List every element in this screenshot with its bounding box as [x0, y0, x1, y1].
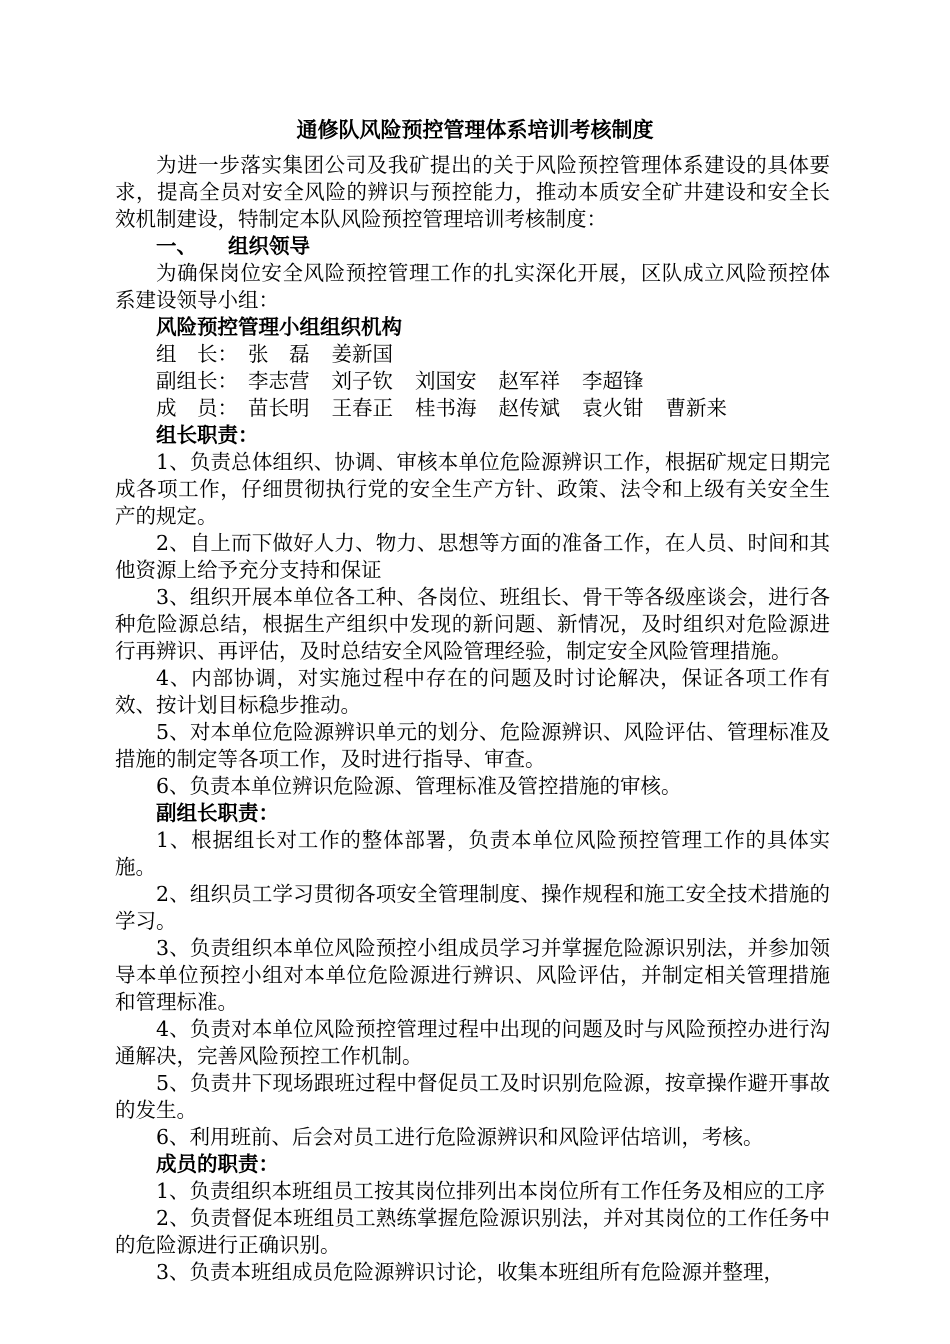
- leader-duty-item: 5、对本单位危险源辨识单元的划分、危险源辨识、风险评估、管理标准及措施的制定等各项工作，及时进行指导、审查。: [115, 720, 830, 771]
- leader-label: 组 长：: [156, 342, 238, 366]
- leader-duty-item: 4、内部协调，对实施过程中存在的问题及时讨论解决，保证各项工作有效、按计划目标稳步推动。: [115, 666, 830, 717]
- leader-duty-item: 3、组织开展本单位各工种、各岗位、班组长、骨干等各级座谈会，进行各种危险源总结，根据生产组织中发现的新问题、新情况，及时组织对危险源进行再辨识、再评估，及时总结安全风险管理经验，制定安全风险管理措施。: [115, 585, 830, 663]
- member-duties-heading: 成员的职责：: [156, 1152, 279, 1176]
- deputy-duties-heading: 副组长职责：: [156, 801, 279, 825]
- deputy-label: 副组长：: [156, 369, 238, 393]
- deputy-name: 刘子钦: [331, 369, 393, 393]
- deputy-name: 刘国安: [415, 369, 477, 393]
- leader-row: [115, 341, 830, 368]
- intro-paragraph: 为进一步落实集团公司及我矿提出的关于风险预控管理体系建设的具体要求，提高全员对安全风险的辨识与预控能力，推动本质安全矿井建设和安全长效机制建设，特制定本队风险预控管理培训考核制度：: [115, 153, 830, 231]
- leader-name: 张 磊: [248, 342, 310, 366]
- leader-duty-item: 1、负责总体组织、协调、审核本单位危险源辨识工作，根据矿规定日期完成各项工作，仔细贯彻执行党的安全生产方针、政策、法令和上级有关安全生产的规定。: [115, 450, 830, 528]
- deputy-duty-item: 1、根据组长对工作的整体部署，负责本单位风险预控管理工作的具体实施。: [115, 828, 830, 879]
- org-heading: 风险预控管理小组组织机构: [156, 315, 402, 339]
- deputy-duty-item: 4、负责对本单位风险预控管理过程中出现的问题及时与风险预控办进行沟通解决，完善风险预控工作机制。: [115, 1017, 830, 1068]
- member-row: [115, 395, 830, 422]
- member-name: 袁火钳: [582, 396, 644, 420]
- member-name: 苗长明: [248, 396, 310, 420]
- member-name: 桂书海: [415, 396, 477, 420]
- deputy-duty-item: 3、负责组织本单位风险预控小组成员学习并掌握危险源识别法，并参加领导本单位预控小组对本单位危险源进行辨识、风险评估，并制定相关管理措施和管理标准。: [115, 936, 830, 1014]
- deputy-duty-item: 6、利用班前、后会对员工进行危险源辨识和风险评估培训，考核。: [156, 1125, 764, 1149]
- member-label: 成 员：: [156, 396, 238, 420]
- deputy-name: 李超锋: [582, 369, 644, 393]
- document-title: 通修队风险预控管理体系培训考核制度: [296, 118, 654, 142]
- section-number: 一、: [156, 234, 197, 258]
- member-name: 曹新来: [665, 396, 727, 420]
- leader-name: 姜新国: [331, 342, 393, 366]
- member-duty-item: 1、负责组织本班组员工按其岗位排列出本岗位所有工作任务及相应的工序: [156, 1179, 826, 1203]
- document-body: [115, 152, 830, 1286]
- leader-duty-item: 2、自上而下做好人力、物力、思想等方面的准备工作，在人员、时间和其他资源上给予充分支持和保证: [115, 531, 830, 582]
- deputy-name: 赵军祥: [498, 369, 560, 393]
- section-title: 组织领导: [228, 234, 310, 258]
- member-duty-item: 2、负责督促本班组员工熟练掌握危险源识别法，并对其岗位的工作任务中的危险源进行正确识别。: [115, 1206, 830, 1257]
- leader-duties-heading: 组长职责：: [156, 423, 259, 447]
- member-duty-item: 3、负责本班组成员危险源辨识讨论，收集本班组所有危险源并整理，: [156, 1260, 785, 1284]
- leader-duty-item: 6、负责本单位辨识危险源、管理标准及管控措施的审核。: [156, 774, 682, 798]
- section-heading: [115, 233, 830, 260]
- section-intro-paragraph: 为确保岗位安全风险预控管理工作的扎实深化开展，区队成立风险预控体系建设领导小组：: [115, 261, 830, 312]
- deputy-duty-item: 2、组织员工学习贯彻各项安全管理制度、操作规程和施工安全技术措施的学习。: [115, 882, 830, 933]
- deputy-row: [115, 368, 830, 395]
- member-name: 赵传斌: [498, 396, 560, 420]
- deputy-duty-item: 5、负责井下现场跟班过程中督促员工及时识别危险源，按章操作避开事故的发生。: [115, 1071, 830, 1122]
- deputy-name: 李志营: [248, 369, 310, 393]
- member-name: 王春正: [331, 396, 393, 420]
